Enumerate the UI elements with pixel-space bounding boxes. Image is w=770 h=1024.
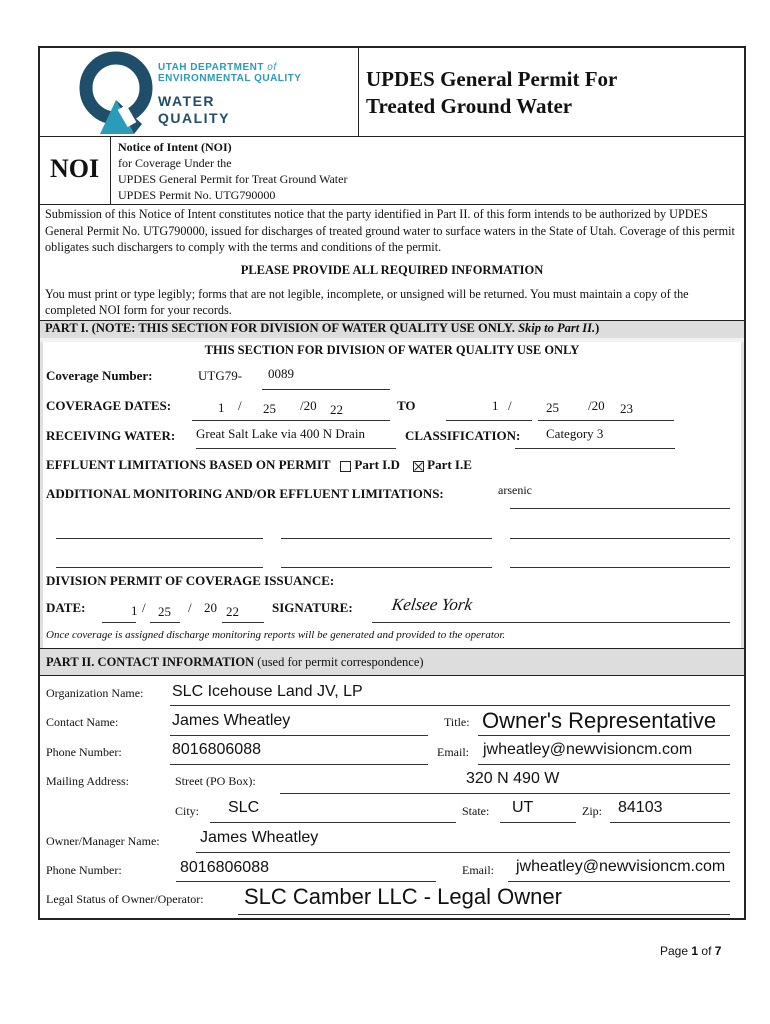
noi-bottom-rule <box>40 204 744 205</box>
agency-line2: ENVIRONMENTAL QUALITY <box>158 73 302 84</box>
issue-sep-1: / <box>142 600 146 615</box>
zip-label: Zip: <box>582 804 602 818</box>
contact-name-label: Contact Name: <box>46 715 119 729</box>
additional-line-2b <box>281 567 492 568</box>
city-label: City: <box>175 804 200 818</box>
instructions-text: You must print or type legibly; forms that are not legible, incomplete, or unsigned will be returned. You must maintain a copy of the completed NOI form for your records. <box>45 287 689 317</box>
effluent-label: EFFLUENT LIMITATIONS BASED ON PERMIT <box>46 457 331 472</box>
issue-month[interactable]: 1 <box>131 603 138 618</box>
from-sep: / <box>238 398 242 413</box>
email-label: Email: <box>437 745 469 759</box>
owner-email-label: Email: <box>462 863 494 877</box>
owner-phone-line <box>176 881 436 882</box>
coverage-number-value[interactable]: 0089 <box>268 366 294 381</box>
part-id-checkbox[interactable] <box>340 461 351 472</box>
additional-line-2a <box>56 567 263 568</box>
additional-line-2c <box>510 567 730 568</box>
agency-line1: UTAH DEPARTMENT <box>158 62 265 73</box>
division-line2: QUALITY <box>158 110 230 126</box>
page-of: of <box>701 944 712 958</box>
effluent-row <box>46 457 472 473</box>
to-day[interactable]: 25 <box>546 400 559 415</box>
page-current: 1 <box>691 944 699 958</box>
mailing-address-label: Mailing Address: <box>46 774 129 788</box>
to-month[interactable]: 1 <box>492 398 499 413</box>
state-line <box>500 822 576 823</box>
owner-name-field[interactable]: James Wheatley <box>200 829 319 846</box>
please-provide-heading: PLEASE PROVIDE ALL REQUIRED INFORMATION <box>240 263 544 277</box>
issue-year[interactable]: 22 <box>226 604 239 619</box>
issue-sep-2: / <box>188 600 192 615</box>
issuance-label: DIVISION PERMIT OF COVERAGE ISSUANCE: <box>46 573 335 588</box>
org-name-field[interactable]: SLC Icehouse Land JV, LP <box>172 683 363 700</box>
noi-line-1: Notice of Intent (NOI) <box>118 140 232 154</box>
owner-phone-field[interactable]: 8016806088 <box>180 859 269 876</box>
receiving-water-label: RECEIVING WATER: <box>46 428 176 443</box>
legal-status-line <box>238 914 730 915</box>
division-line1: WATER <box>158 93 216 109</box>
zip-line <box>610 822 730 823</box>
owner-name-label: Owner/Manager Name: <box>46 834 160 848</box>
part2-header <box>46 655 424 670</box>
form-title-line2: Treated Ground Water <box>366 94 573 118</box>
coverage-note: Once coverage is assigned discharge monitoring reports will be generated and provided to the operator. <box>46 629 506 641</box>
part-ie-checkbox[interactable] <box>413 461 424 472</box>
page-total: 7 <box>714 944 722 958</box>
title-label: Title: <box>444 715 470 729</box>
header-bottom-rule <box>40 136 744 137</box>
coverage-number-label: Coverage Number: <box>46 368 153 383</box>
noi-line-4: UPDES Permit No. UTG790000 <box>118 188 276 202</box>
to-date-line-a <box>446 420 532 421</box>
receiving-water-line <box>196 448 396 449</box>
coverage-dates-label: COVERAGE DATES: <box>46 398 172 413</box>
owner-email-line <box>508 881 730 882</box>
part1-header <box>45 321 599 336</box>
state-label: State: <box>462 804 490 818</box>
agency-of: of <box>267 62 277 73</box>
to-label: TO <box>397 398 416 413</box>
legal-status-label: Legal Status of Owner/Operator: <box>46 892 204 906</box>
header-divider <box>358 48 359 136</box>
classification-value[interactable]: Category 3 <box>546 426 604 441</box>
part1-header-end: ) <box>595 321 600 335</box>
additional-line-1a <box>56 538 263 539</box>
part-id-label: Part I.D <box>354 457 400 472</box>
phone-label: Phone Number: <box>46 745 122 759</box>
title-field[interactable]: Owner's Representative <box>482 708 717 733</box>
from-day[interactable]: 25 <box>263 401 276 416</box>
udeq-logo <box>78 50 318 136</box>
to-date-line-b <box>538 420 674 421</box>
title-line <box>478 735 730 736</box>
part2-band-bottom-rule <box>40 675 744 676</box>
issue-day[interactable]: 25 <box>158 604 171 619</box>
noi-divider <box>110 136 111 204</box>
legal-status-field[interactable]: SLC Camber LLC - Legal Owner <box>244 884 562 909</box>
zip-field[interactable]: 84103 <box>618 799 663 816</box>
page-indicator <box>660 944 721 958</box>
part1-header-skip: Skip to Part II. <box>518 321 596 335</box>
issue-date-line-a <box>102 622 136 623</box>
signature-line <box>372 622 730 623</box>
coverage-prefix: UTG79- <box>198 368 243 383</box>
owner-email-field[interactable]: jwheatley@newvisioncm.com <box>516 858 726 875</box>
additional-line-1c <box>510 538 730 539</box>
to-year[interactable]: 23 <box>620 401 633 416</box>
org-name-label: Organization Name: <box>46 686 144 700</box>
page-word: Page <box>660 944 689 958</box>
noi-label: NOI <box>50 154 100 183</box>
additional-line-1b <box>281 538 492 539</box>
owner-phone-label: Phone Number: <box>46 863 122 877</box>
org-name-line <box>170 705 730 706</box>
street-line <box>280 793 730 794</box>
receiving-water-value[interactable]: Great Salt Lake via 400 N Drain <box>196 426 365 441</box>
part1-subheader: THIS SECTION FOR DIVISION OF WATER QUALITY USE ONLY <box>204 343 580 357</box>
submission-text: Submission of this Notice of Intent constitutes notice that the party identified in Part II. of this form intends to be authorized by UPDES General Permit No. UTG790000, issued for discharges of treated ground water to surface waters in the State of Utah. Coverage of this permit obligates such dischargers to comply with the terms and conditions of the permit. <box>45 207 735 254</box>
additional-line-0 <box>510 508 730 509</box>
from-year-prefix: /20 <box>300 398 317 413</box>
street-label: Street (PO Box): <box>175 774 256 788</box>
owner-name-line <box>196 852 730 853</box>
contact-name-line <box>170 735 428 736</box>
coverage-number-line <box>262 389 390 390</box>
signature-value[interactable]: Kelsee York <box>390 595 474 614</box>
city-line <box>210 822 456 823</box>
part2-header-main: PART II. CONTACT INFORMATION <box>46 655 255 669</box>
noi-line-2: for Coverage Under the <box>118 156 232 170</box>
phone-field[interactable]: 8016806088 <box>172 741 261 758</box>
from-month[interactable]: 1 <box>218 400 225 415</box>
form-title-line1: UPDES General Permit For <box>366 67 618 91</box>
email-line <box>478 764 730 765</box>
city-field[interactable]: SLC <box>228 799 260 816</box>
phone-line <box>170 764 428 765</box>
state-field[interactable]: UT <box>512 799 534 816</box>
from-year[interactable]: 22 <box>330 402 343 417</box>
to-sep: / <box>508 398 512 413</box>
additional-monitoring-label: ADDITIONAL MONITORING AND/OR EFFLUENT LIMITATIONS: <box>46 486 444 501</box>
street-field[interactable]: 320 N 490 W <box>466 770 560 787</box>
issue-date-label: DATE: <box>46 600 86 615</box>
issue-date-line-b <box>150 622 180 623</box>
email-field[interactable]: jwheatley@newvisioncm.com <box>483 741 693 758</box>
additional-monitoring-value[interactable]: arsenic <box>498 483 532 497</box>
part-ie-label: Part I.E <box>427 457 472 472</box>
from-date-line <box>192 420 390 421</box>
issue-year-prefix: 20 <box>204 600 217 615</box>
part1-header-main: PART I. (NOTE: THIS SECTION FOR DIVISION OF WATER QUALITY USE ONLY. <box>45 321 515 335</box>
part2-header-sub: (used for permit correspondence) <box>257 655 424 669</box>
contact-name-field[interactable]: James Wheatley <box>172 712 291 729</box>
signature-label: SIGNATURE: <box>272 600 353 615</box>
classification-label: CLASSIFICATION: <box>405 428 521 443</box>
issue-date-line-c <box>222 622 264 623</box>
noi-line-3: UPDES General Permit for Treat Ground Water <box>118 172 348 186</box>
classification-line <box>515 448 675 449</box>
to-year-prefix: /20 <box>588 398 605 413</box>
